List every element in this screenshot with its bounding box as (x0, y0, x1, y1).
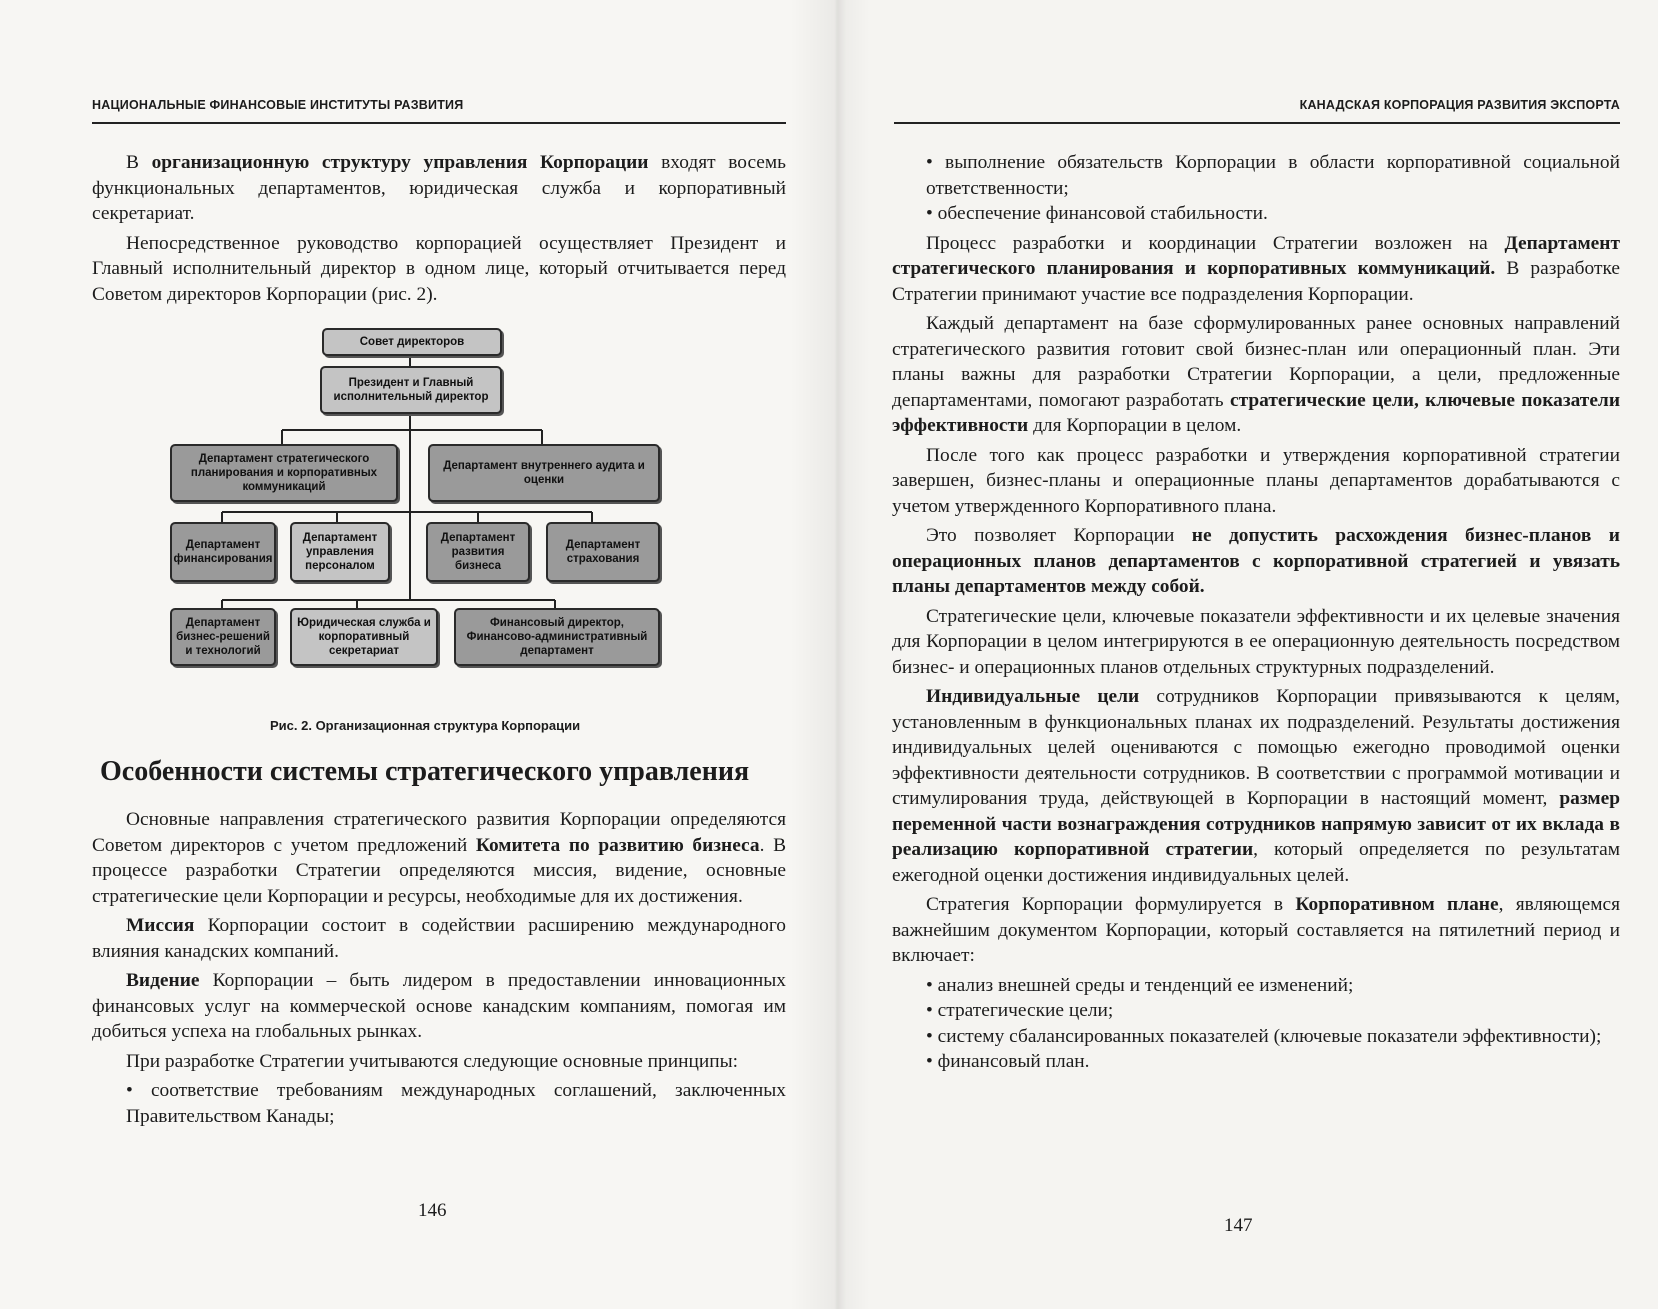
running-head: НАЦИОНАЛЬНЫЕ ФИНАНСОВЫЕ ИНСТИТУТЫ РАЗВИТИЯ (92, 98, 786, 124)
list-item: • систему сбалансированных показателей (ключевые показатели эффективности); (926, 1025, 1602, 1047)
body-text (892, 150, 1620, 1075)
business-department-box: Департамент развития бизнеса (426, 522, 530, 582)
gutter-shadow (790, 0, 870, 1309)
body-text (92, 150, 786, 311)
page-number: 146 (418, 1200, 447, 1221)
list-item: • выполнение обязательств Корпорации в области корпоративной социальной ответственности; (926, 152, 1620, 199)
list-item: • стратегические цели; (926, 1000, 1114, 1021)
paragraph: Процесс разработки и координации Стратегии возложен на Департамент стратегического планирования и корпоративных коммуникаций. В разработке Стратегии принимают участие все подразделения Корпорации. (892, 232, 1620, 305)
paragraph: После того как процесс разработки и утверждения корпоративной стратегии завершен, бизнес-планы и операционные планы департаментов дорабатываются с учетом утвержденного Корпоративного плана. (892, 444, 1620, 517)
hr-department-box: Департамент управления персоналом (290, 522, 390, 582)
board-of-directors-box: Совет директоров (322, 328, 502, 356)
legal-service-box: Юридическая служба и корпоративный секретариат (290, 608, 438, 666)
right-page (836, 0, 1658, 1309)
audit-department-box: Департамент внутреннего аудита и оценки (428, 444, 660, 502)
paragraph: Каждый департамент на базе сформулированных ранее основных направлений стратегического развития готовит свой бизнес-план или операционный план. Эти планы важны для разработки Стратегии Корпорации, а цели, предложенные департаментами, помогают разработать стратегические цели, ключевые показатели эффективности для Корпорации в целом. (892, 313, 1620, 436)
running-head: КАНАДСКАЯ КОРПОРАЦИЯ РАЗВИТИЯ ЭКСПОРТА (894, 98, 1620, 124)
strategy-department-box: Департамент стратегического планирования и корпоративных коммуникаций (170, 444, 398, 502)
org-chart (170, 336, 710, 720)
list-item: • соответствие требованиям международных соглашений, заключенных Правительством Канады; (126, 1080, 786, 1127)
paragraph: При разработке Стратегии учитываются следующие основные принципы: (126, 1050, 739, 1072)
paragraph: Стратегия Корпорации формулируется в Корпоративном плане, являющемся важнейшим документом Корпорации, который составляется на пятилетний период и включает: (892, 894, 1620, 966)
paragraph: В организационную структуру управления Корпорации входят восемь функциональных департаментов, юридическая служба и корпоративный секретариат. (92, 152, 787, 224)
president-box: Президент и Главный исполнительный директор (320, 366, 502, 414)
list-item: • обеспечение финансовой стабильности. (926, 203, 1268, 224)
paragraph: Это позволяет Корпорации не допустить расхождения бизнес-планов и операционных планов департаментов с корпоративной стратегией и увязать планы департаментов между собой. (892, 525, 1620, 597)
paragraph: Стратегические цели, ключевые показатели эффективности и их целевые значения для Корпорации в целом интегрируются в ее операционную деятельность посредством бизнес- и операционных планов отдельных структурных подразделений. (892, 605, 1620, 678)
page-number: 147 (1224, 1215, 1253, 1236)
paragraph: Миссия Корпорации состоит в содействии расширению международного влияния канадских компаний. (92, 915, 786, 962)
paragraph: Основные направления стратегического развития Корпорации определяются Советом директоров с учетом предложений Комитета по развитию бизнеса. В процессе разработки Стратегии определяются миссия, видение, основные стратегические цели Корпорации и ресурсы, необходимые для их достижения. (92, 809, 787, 907)
finance-department-box: Департамент финансирования (170, 522, 276, 582)
body-text (92, 807, 786, 1129)
insurance-department-box: Департамент страхования (546, 522, 660, 582)
list-item: • финансовый план. (926, 1051, 1090, 1072)
paragraph: Видение Корпорации – быть лидером в предоставлении инновационных финансовых услуг на коммерческой основе канадским компаниям, помогая им добиться успеха на глобальных рынках. (92, 970, 786, 1042)
cfo-box: Финансовый директор, Финансово-административный департамент (454, 608, 660, 666)
paragraph: Непосредственное руководство корпорацией осуществляет Президент и Главный исполнительный директор в одном лице, который отчитывается перед Советом директоров Корпорации (рис. 2). (92, 232, 786, 305)
it-department-box: Департамент бизнес-решений и технологий (170, 608, 276, 666)
list-item: • анализ внешней среды и тенденций ее изменений; (926, 974, 1354, 996)
section-heading: Особенности системы стратегического управления (100, 756, 750, 787)
paragraph: Индивидуальные цели сотрудников Корпорации привязываются к целям, установленным в функциональных планах их подразделений. Результаты достижения индивидуальных целей оцениваются с помощью ежегодно проводимой оценки эффективности деятельности сотрудников. В соответствии с программой мотивации и стимулирования труда, действующей в Корпорации в настоящий момент, размер переменной части вознаграждения сотрудников напрямую зависит от их вклада в реализацию корпоративной стратегии, который определяется по результатам ежегодной оценки достижения индивидуальных целей. (892, 686, 1620, 886)
figure-caption: Рис. 2. Организационная структура Корпорации (270, 718, 581, 733)
